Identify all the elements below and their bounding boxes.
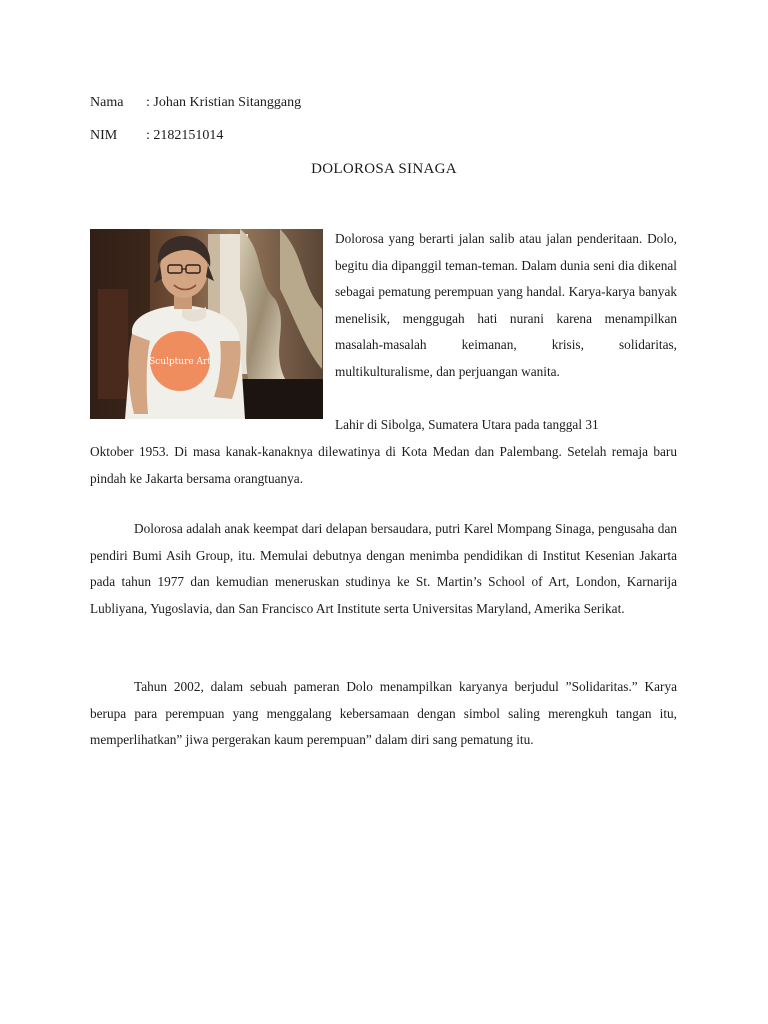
portrait-photo (90, 229, 323, 419)
birth-paragraph-rest: Oktober 1953. Di masa kanak-kanaknya dilewatinya di Kota Medan dan Palembang. Setelah remaja baru pindah ke Jakarta bersama orangtuanya. (90, 444, 677, 486)
nim-value: : 2182151014 (146, 128, 224, 143)
intro-paragraph: Dolorosa yang berarti jalan salib atau jalan penderitaan. Dolo, begitu dia dipanggil teman-teman. Dalam dunia seni dia dikenal sebagai pematung perempuan yang handal. Karya-karya banyak menelisik, menggugah hati nurani karena menampilkan masalah-masalah keimanan, krisis, solidaritas, multikulturalisme, dan perjuangan wanita. (335, 231, 677, 379)
birth-paragraph-start: Lahir di Sibolga, Sumatera Utara pada tanggal 31 (335, 417, 599, 432)
nim-row (90, 127, 223, 145)
family-paragraph: Dolorosa adalah anak keempat dari delapan bersaudara, putri Karel Mompang Sinaga, pengusaha dan pendiri Bumi Asih Group, itu. Memulai debutnya dengan menimba pendidikan di Institut Kesenian Jakarta pada tahun 1977 dan kemudian meneruskan studinya ke St. Martin’s School of Art, London, Karnarija Lubliyana, Yugoslavia, dan San Francisco Art Institute serta Universitas Maryland, Amerika Serikat. (90, 521, 677, 616)
document-title: DOLOROSA SINAGA (311, 161, 457, 177)
nim-label: NIM (90, 128, 118, 143)
portrait-image (90, 229, 323, 419)
solidarity-paragraph: Tahun 2002, dalam sebuah pameran Dolo menampilkan karyanya berjudul ”Solidaritas.” Karya berupa para perempuan yang menggalang kebersamaan dengan simbol saling merengkuh tangan itu, memperlihatkan” jiwa pergerakan kaum perempuan” dalam diri sang pematung itu. (90, 679, 677, 747)
shirt-lettering: Sculpture Art (149, 357, 211, 367)
name-value: : Johan Kristian Sitanggang (146, 95, 302, 110)
name-label: Nama (90, 95, 124, 110)
name-row (90, 94, 301, 112)
